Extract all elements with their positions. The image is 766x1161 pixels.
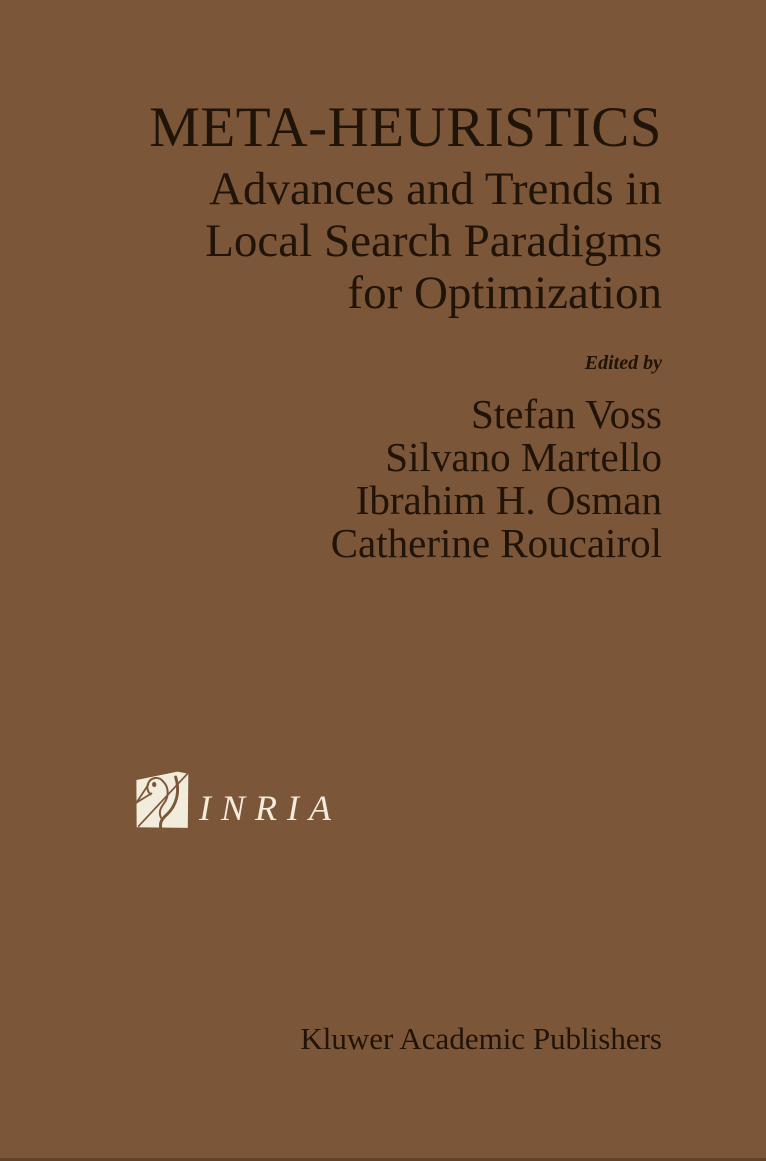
subtitle-line: Local Search Paradigms [205, 215, 662, 267]
editor-list [0, 393, 766, 565]
inria-bird-icon [133, 769, 192, 832]
inria-wordmark: INRIA [199, 788, 341, 828]
editor-name: Catherine Roucairol [330, 520, 662, 566]
publisher-name: Kluwer Academic Publishers [300, 1021, 662, 1056]
inria-logo [134, 770, 341, 832]
page-title: META-HEURISTICS [149, 96, 662, 159]
editor-name: Stefan Voss [471, 391, 662, 437]
editor-name: Ibrahim H. Osman [355, 477, 662, 523]
book-subtitle [0, 163, 766, 319]
subtitle-line: Advances and Trends in [209, 163, 662, 215]
editor-name: Silvano Martello [385, 434, 662, 480]
edited-by-label: Edited by [584, 352, 662, 374]
subtitle-line: for Optimization [347, 267, 662, 319]
